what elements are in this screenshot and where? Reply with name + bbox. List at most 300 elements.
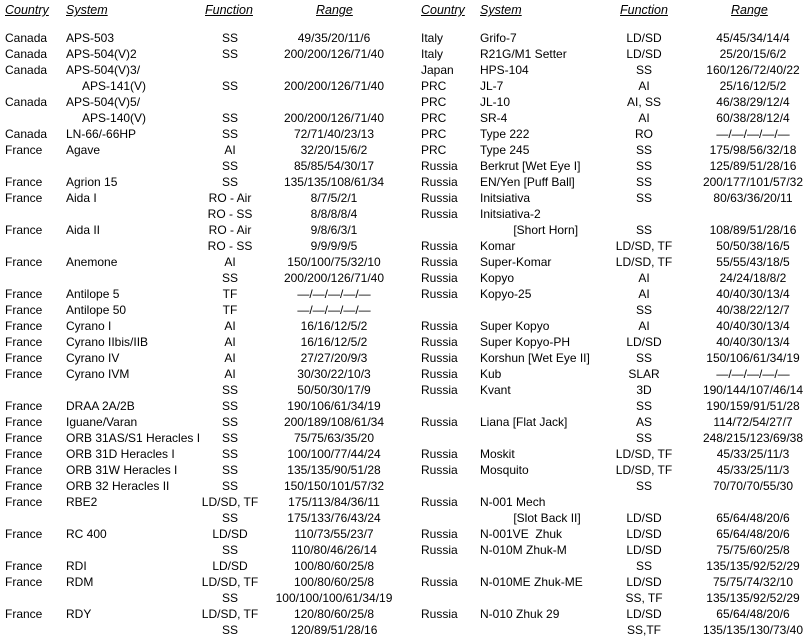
range-cell: 40/40/30/13/4 — [716, 319, 790, 333]
table-row — [0, 350, 406, 366]
country-cell: France — [5, 399, 43, 413]
function-cell: RO - Air — [208, 223, 252, 237]
range-cell: 135/135/108/61/34 — [283, 175, 385, 189]
table-row — [0, 446, 406, 462]
system-cell: Aida I — [66, 191, 97, 205]
header-country: Country — [5, 3, 49, 17]
system-cell: DRAA 2A/2B — [66, 399, 135, 413]
table-row — [406, 318, 812, 334]
range-cell: 50/50/38/16/5 — [716, 239, 790, 253]
system-cell: APS-141(V) — [66, 79, 147, 93]
function-cell: SS — [221, 431, 238, 445]
system-cell: N-001VE Zhuk — [480, 527, 563, 541]
range-cell: 175/113/84/36/11 — [288, 495, 380, 509]
table-row — [0, 94, 406, 110]
table-row — [406, 398, 812, 414]
table-row — [406, 142, 812, 158]
range-cell: 248/215/123/69/38 — [702, 431, 804, 445]
function-cell: RO - SS — [207, 207, 253, 221]
table-row — [406, 622, 812, 638]
range-cell: 150/150/101/57/32 — [283, 479, 385, 493]
function-cell: SS — [221, 447, 238, 461]
function-cell: LD/SD, TF — [201, 607, 259, 621]
country-cell: France — [5, 287, 43, 301]
country-cell: Russia — [421, 495, 458, 509]
system-cell: Agrion 15 — [66, 175, 118, 189]
country-cell: France — [5, 463, 43, 477]
range-cell: 45/45/34/14/4 — [716, 31, 790, 45]
system-cell: Iguane/Varan — [66, 415, 138, 429]
country-cell: PRC — [421, 95, 447, 109]
range-cell: 108/89/51/28/16 — [709, 223, 797, 237]
country-cell: Russia — [421, 159, 458, 173]
function-cell: SS — [635, 143, 652, 157]
system-cell: Super-Komar — [480, 255, 552, 269]
country-cell: Russia — [421, 175, 458, 189]
country-cell: Russia — [421, 271, 458, 285]
system-cell: [Short Horn] — [480, 223, 579, 237]
function-cell: SS — [221, 159, 238, 173]
range-cell: 200/200/126/71/40 — [283, 111, 385, 125]
function-cell: SS — [635, 431, 652, 445]
range-cell: 100/100/77/44/24 — [287, 447, 381, 461]
range-cell: 24/24/18/8/2 — [719, 271, 787, 285]
range-cell: 135/135/92/52/29 — [706, 559, 800, 573]
country-cell: Russia — [421, 239, 458, 253]
system-cell: Kub — [480, 367, 502, 381]
header-system: System — [66, 3, 108, 17]
table-row — [406, 94, 812, 110]
range-cell: 60/38/28/12/4 — [716, 111, 790, 125]
table-row — [0, 398, 406, 414]
table-row — [406, 350, 812, 366]
system-cell: HPS-104 — [480, 63, 529, 77]
system-cell: Cyrano IIbis/IIB — [66, 335, 149, 349]
function-cell: SS — [221, 31, 238, 45]
system-cell: RDY — [66, 607, 92, 621]
table-row — [0, 126, 406, 142]
range-cell: 75/75/63/35/20 — [293, 431, 375, 445]
function-cell: SS — [221, 415, 238, 429]
function-cell: RO — [635, 127, 653, 141]
function-cell: AI — [224, 335, 236, 349]
function-cell: LD/SD — [212, 527, 248, 541]
function-cell: SS — [635, 303, 652, 317]
country-cell: Italy — [421, 31, 444, 45]
country-cell: France — [5, 319, 43, 333]
range-cell: 150/106/61/34/19 — [706, 351, 800, 365]
header-range: Range — [316, 3, 353, 17]
range-cell: 100/80/60/25/8 — [293, 559, 375, 573]
system-cell: RDI — [66, 559, 87, 573]
range-cell: 75/75/60/25/8 — [716, 543, 790, 557]
table-row — [406, 462, 812, 478]
function-cell: LD/SD, TF — [615, 255, 673, 269]
table-row — [406, 270, 812, 286]
table-row — [406, 606, 812, 622]
left-header-row — [0, 0, 406, 30]
system-cell: APS-504(V)3/ — [66, 63, 141, 77]
function-cell: AI — [224, 351, 236, 365]
range-cell: 65/64/48/20/6 — [716, 607, 790, 621]
range-cell: 200/200/126/71/40 — [283, 79, 385, 93]
table-row — [0, 574, 406, 590]
system-cell: Kvant — [480, 383, 511, 397]
function-cell: LD/SD — [212, 559, 248, 573]
table-row — [0, 302, 406, 318]
country-cell: France — [5, 255, 43, 269]
country-cell: Russia — [421, 543, 458, 557]
function-cell: LD/SD — [626, 31, 662, 45]
table-row — [406, 46, 812, 62]
function-cell: LD/SD — [626, 527, 662, 541]
range-cell: 25/16/12/5/2 — [719, 79, 787, 93]
table-row — [0, 158, 406, 174]
table-row — [0, 478, 406, 494]
table-row — [0, 238, 406, 254]
range-cell: —/—/—/—/— — [297, 287, 371, 301]
range-cell: 40/38/22/12/7 — [716, 303, 790, 317]
range-cell: 8/8/8/8/4 — [310, 207, 358, 221]
country-cell: Russia — [421, 415, 458, 429]
range-cell: —/—/—/—/— — [716, 367, 790, 381]
function-cell: LD/SD — [626, 543, 662, 557]
range-cell: 85/85/54/30/17 — [293, 159, 375, 173]
system-cell: ORB 31D Heracles I — [66, 447, 175, 461]
system-cell: [Slot Back II] — [480, 511, 581, 525]
system-cell: RDM — [66, 575, 94, 589]
function-cell: AI — [638, 319, 650, 333]
country-cell: Russia — [421, 463, 458, 477]
system-cell: Berkrut [Wet Eye I] — [480, 159, 581, 173]
country-cell: France — [5, 431, 43, 445]
table-row — [0, 222, 406, 238]
country-cell: France — [5, 447, 43, 461]
function-cell: AI, SS — [626, 95, 661, 109]
table-row — [406, 110, 812, 126]
system-cell: JL-10 — [480, 95, 511, 109]
range-cell: 27/27/20/9/3 — [300, 351, 368, 365]
country-cell: France — [5, 367, 43, 381]
function-cell: AI — [638, 111, 650, 125]
system-cell: Super Kopyo-PH — [480, 335, 571, 349]
table-row — [0, 558, 406, 574]
function-cell: SS, TF — [625, 591, 663, 605]
header-range: Range — [731, 3, 768, 17]
system-cell: Mosquito — [480, 463, 529, 477]
country-cell: Canada — [5, 47, 48, 61]
right-table-body — [406, 30, 812, 638]
system-cell: Korshun [Wet Eye II] — [480, 351, 590, 365]
function-cell: SS — [221, 399, 238, 413]
range-cell: 70/70/70/55/30 — [712, 479, 794, 493]
country-cell: Russia — [421, 367, 458, 381]
range-cell: 49/35/20/11/6 — [297, 31, 371, 45]
country-cell: France — [5, 559, 43, 573]
range-cell: 150/100/75/32/10 — [287, 255, 381, 269]
right-header-row — [406, 0, 812, 30]
country-cell: Russia — [421, 383, 458, 397]
function-cell: LD/SD — [626, 607, 662, 621]
country-cell: PRC — [421, 79, 447, 93]
function-cell: SS,TF — [626, 623, 661, 637]
function-cell: SS — [221, 271, 238, 285]
country-cell: Russia — [421, 575, 458, 589]
range-cell: 110/73/55/23/7 — [294, 527, 374, 541]
table-row — [0, 430, 406, 446]
range-cell: 75/75/74/32/10 — [712, 575, 794, 589]
range-cell: 135/135/90/51/28 — [287, 463, 381, 477]
system-cell: Initsiativa-2 — [480, 207, 541, 221]
table-row — [0, 622, 406, 638]
range-cell: 40/40/30/13/4 — [716, 287, 790, 301]
function-cell: LD/SD, TF — [615, 463, 673, 477]
country-cell: Russia — [421, 447, 458, 461]
range-cell: —/—/—/—/— — [297, 303, 371, 317]
table-row — [0, 382, 406, 398]
system-cell: RBE2 — [66, 495, 98, 509]
function-cell: TF — [222, 303, 238, 317]
left-table-body — [0, 30, 406, 638]
function-cell: AI — [224, 255, 236, 269]
country-cell: Canada — [5, 31, 48, 45]
table-row — [0, 110, 406, 126]
function-cell: SS — [221, 623, 238, 637]
system-cell: Super Kopyo — [480, 319, 550, 333]
country-cell: PRC — [421, 143, 447, 157]
table-row — [406, 78, 812, 94]
function-cell: LD/SD — [626, 575, 662, 589]
country-cell: Italy — [421, 47, 444, 61]
function-cell: SS — [221, 463, 238, 477]
right-table — [406, 0, 812, 638]
range-cell: 25/20/15/6/2 — [719, 47, 787, 61]
country-cell: Canada — [5, 95, 48, 109]
country-cell: France — [5, 607, 43, 621]
function-cell: LD/SD — [626, 47, 662, 61]
table-row — [406, 334, 812, 350]
table-row — [0, 494, 406, 510]
table-row — [0, 62, 406, 78]
table-row — [406, 158, 812, 174]
range-cell: 45/33/25/11/3 — [716, 463, 790, 477]
function-cell: AI — [224, 319, 236, 333]
system-cell: Cyrano IVM — [66, 367, 130, 381]
system-cell: Kopyo — [480, 271, 515, 285]
country-cell: Russia — [421, 351, 458, 365]
table-row — [0, 30, 406, 46]
range-cell: 160/126/72/40/22 — [706, 63, 800, 77]
country-cell: Russia — [421, 191, 458, 205]
range-cell: 120/89/51/28/16 — [290, 623, 378, 637]
country-cell: France — [5, 495, 43, 509]
country-cell: France — [5, 479, 43, 493]
range-cell: 120/80/60/25/8 — [293, 607, 375, 621]
country-cell: France — [5, 335, 43, 349]
system-cell: Grifo-7 — [480, 31, 517, 45]
range-cell: 100/80/60/25/8 — [293, 575, 375, 589]
function-cell: SS — [635, 63, 652, 77]
range-cell: 110/80/46/26/14 — [291, 543, 377, 557]
table-row — [0, 318, 406, 334]
system-cell: Type 245 — [480, 143, 530, 157]
function-cell: SS — [221, 127, 238, 141]
table-row — [0, 526, 406, 542]
range-cell: 190/159/91/51/28 — [706, 399, 800, 413]
system-cell: Antilope 5 — [66, 287, 120, 301]
range-cell: 80/63/36/20/11 — [713, 191, 793, 205]
range-cell: —/—/—/—/— — [716, 127, 790, 141]
country-cell: Russia — [421, 207, 458, 221]
country-cell: France — [5, 351, 43, 365]
function-cell: TF — [222, 287, 238, 301]
range-cell: 8/7/5/2/1 — [310, 191, 358, 205]
range-cell: 46/38/29/12/4 — [716, 95, 790, 109]
system-cell: N-010ME Zhuk-ME — [480, 575, 583, 589]
range-cell: 135/135/92/52/29 — [706, 591, 800, 605]
range-cell: 175/98/56/32/18 — [709, 143, 797, 157]
table-row — [406, 510, 812, 526]
table-row — [0, 286, 406, 302]
range-cell: 16/16/12/5/2 — [300, 335, 368, 349]
table-row — [0, 606, 406, 622]
table-row — [0, 334, 406, 350]
function-cell: SS — [221, 479, 238, 493]
country-cell: Russia — [421, 319, 458, 333]
country-cell: Russia — [421, 527, 458, 541]
system-cell: Initsiativa — [480, 191, 531, 205]
table-row — [406, 174, 812, 190]
range-cell: 65/64/48/20/6 — [716, 527, 790, 541]
function-cell: SS — [221, 175, 238, 189]
table-row — [406, 222, 812, 238]
table-row — [0, 78, 406, 94]
table-row — [406, 238, 812, 254]
range-cell: 16/16/12/5/2 — [300, 319, 368, 333]
range-cell: 125/89/51/28/16 — [709, 159, 797, 173]
range-cell: 100/100/100/61/34/19 — [275, 591, 393, 605]
table-row — [0, 542, 406, 558]
table-row — [0, 510, 406, 526]
function-cell: LD/SD, TF — [201, 575, 259, 589]
table-row — [0, 142, 406, 158]
table-row — [0, 174, 406, 190]
range-cell: 190/106/61/34/19 — [287, 399, 381, 413]
system-cell: N-001 Mech — [480, 495, 546, 509]
table-row — [0, 366, 406, 382]
table-row — [406, 414, 812, 430]
function-cell: SS — [635, 559, 652, 573]
system-cell: Moskit — [480, 447, 515, 461]
range-cell: 190/144/107/46/14 — [702, 383, 804, 397]
country-cell: France — [5, 303, 43, 317]
system-cell: Anemone — [66, 255, 118, 269]
function-cell: SS — [221, 111, 238, 125]
table-row — [406, 574, 812, 590]
function-cell: LD/SD, TF — [615, 447, 673, 461]
system-cell: JL-7 — [480, 79, 504, 93]
system-cell: LN-66/-66HP — [66, 127, 137, 141]
system-cell: ORB 31W Heracles I — [66, 463, 178, 477]
system-cell: RC 400 — [66, 527, 107, 541]
range-cell: 55/55/43/18/5 — [716, 255, 790, 269]
country-cell: France — [5, 191, 43, 205]
system-cell: N-010 Zhuk 29 — [480, 607, 560, 621]
function-cell: 3D — [636, 383, 652, 397]
country-cell: PRC — [421, 111, 447, 125]
country-cell: Russia — [421, 255, 458, 269]
range-cell: 72/71/40/23/13 — [293, 127, 375, 141]
function-cell: SS — [221, 591, 238, 605]
system-cell: Liana [Flat Jack] — [480, 415, 568, 429]
function-cell: LD/SD — [626, 511, 662, 525]
system-cell: APS-504(V)2 — [66, 47, 137, 61]
range-cell: 32/20/15/6/2 — [300, 143, 368, 157]
function-cell: AI — [638, 287, 650, 301]
function-cell: SS — [221, 47, 238, 61]
function-cell: LD/SD, TF — [615, 239, 673, 253]
system-cell: Cyrano I — [66, 319, 112, 333]
function-cell: LD/SD — [626, 335, 662, 349]
table-row — [0, 254, 406, 270]
range-cell: 9/9/9/9/5 — [310, 239, 358, 253]
table-row — [406, 382, 812, 398]
header-function: Function — [205, 3, 253, 17]
function-cell: LD/SD, TF — [201, 495, 259, 509]
range-cell: 114/72/54/27/7 — [713, 415, 793, 429]
country-cell: Canada — [5, 63, 48, 77]
system-cell: Type 222 — [480, 127, 530, 141]
table-row — [0, 462, 406, 478]
function-cell: SS — [635, 351, 652, 365]
system-cell: SR-4 — [480, 111, 508, 125]
function-cell: RO - Air — [208, 191, 252, 205]
table-row — [406, 366, 812, 382]
table-row — [406, 542, 812, 558]
table-row — [406, 30, 812, 46]
function-cell: SS — [635, 191, 652, 205]
system-cell: ORB 31AS/S1 Heracles I — [66, 431, 201, 445]
table-row — [406, 190, 812, 206]
function-cell: AI — [638, 271, 650, 285]
system-cell: R21G/M1 Setter — [480, 47, 567, 61]
table-row — [0, 46, 406, 62]
system-cell: Aida II — [66, 223, 101, 237]
function-cell: SLAR — [628, 367, 660, 381]
header-country: Country — [421, 3, 465, 17]
range-cell: 200/189/108/61/34 — [283, 415, 385, 429]
header-system: System — [480, 3, 522, 17]
function-cell: AI — [224, 143, 236, 157]
left-table — [0, 0, 406, 638]
system-cell: APS-504(V)5/ — [66, 95, 141, 109]
table-row — [0, 270, 406, 286]
function-cell: AI — [638, 79, 650, 93]
country-cell: Japan — [421, 63, 454, 77]
country-cell: France — [5, 175, 43, 189]
function-cell: RO - SS — [207, 239, 253, 253]
system-cell: Antilope 50 — [66, 303, 127, 317]
table-row — [406, 254, 812, 270]
country-cell: France — [5, 527, 43, 541]
function-cell: AS — [635, 415, 652, 429]
range-cell: 9/8/6/3/1 — [310, 223, 358, 237]
function-cell: SS — [221, 543, 238, 557]
country-cell: France — [5, 415, 43, 429]
function-cell: SS — [221, 79, 238, 93]
table-row — [406, 430, 812, 446]
table-row — [0, 414, 406, 430]
